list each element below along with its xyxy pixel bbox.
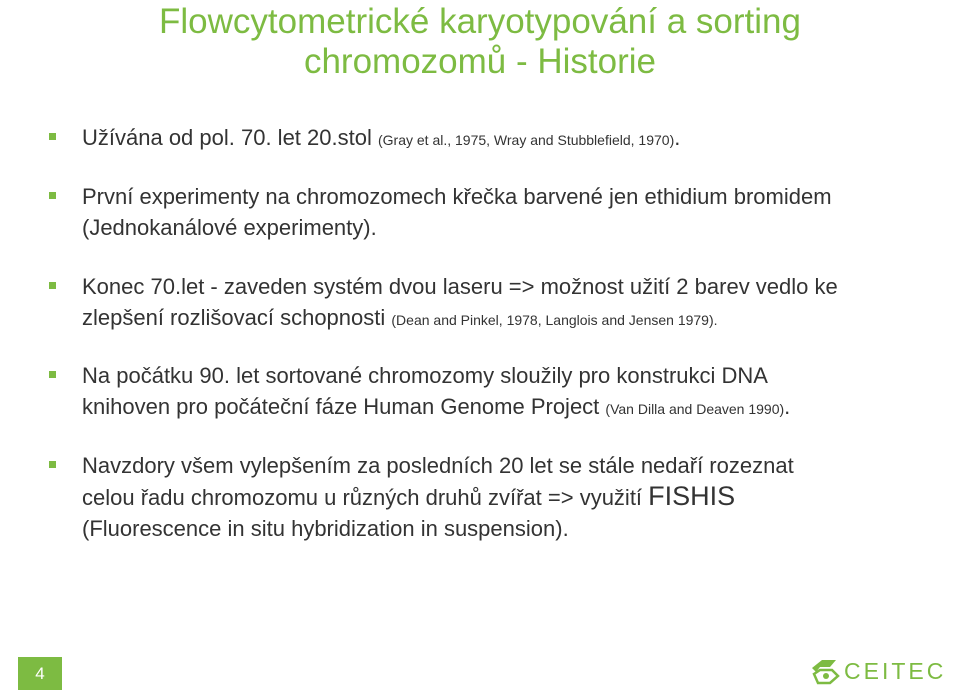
bullet-item: [82, 450, 932, 544]
bullet-marker-icon: [49, 133, 56, 140]
logo-text: CEITEC: [844, 658, 947, 684]
bullet-text: Užívána od pol. 70. let 20.stol: [82, 125, 372, 150]
bullet-item: [82, 360, 932, 425]
bullet-text: (Fluorescence in situ hybridization in suspension).: [82, 516, 569, 541]
page-number: 4: [18, 657, 62, 690]
bullet-item: [82, 271, 932, 336]
bullet-text: celou řadu chromozomu u různých druhů zvířat => využití: [82, 485, 643, 510]
bullet-text: První experimenty na chromozomech křečka barvené jen ethidium bromidem: [82, 184, 832, 209]
bullet-marker-icon: [49, 371, 56, 378]
citation: (Dean and Pinkel, 1978, Langlois and Jensen 1979).: [391, 312, 718, 328]
bullet-text: Konec 70.let - zaveden systém dvou laseru => možnost užití 2 barev vedlo ke: [82, 274, 838, 299]
slide-title: [0, 2, 960, 82]
bullet-text: knihoven pro počáteční fáze Human Genome Project: [82, 394, 600, 419]
bullet-item: [82, 181, 932, 243]
bullet-text: Na počátku 90. let sortované chromozomy sloužily pro konstrukci DNA: [82, 363, 768, 388]
bullet-item: [82, 122, 932, 156]
bullet-marker-icon: [49, 282, 56, 289]
bullet-marker-icon: [49, 461, 56, 468]
title-line-2: chromozomů - Historie: [303, 42, 657, 81]
citation: (Gray et al., 1975, Wray and Stubblefield, 1970): [377, 132, 675, 148]
ceitec-logo-icon: [808, 656, 840, 686]
bullet-text: zlepšení rozlišovací schopnosti: [82, 305, 386, 330]
bullet-text: (Jednokanálové experimenty).: [82, 215, 377, 240]
bullet-tail: .: [784, 394, 791, 419]
title-line-1: Flowcytometrické karyotypování a sorting: [159, 2, 801, 41]
emphasis-term: FISHIS: [648, 481, 736, 511]
bullet-text: Navzdory všem vylepšením za posledních 20 let se stále nedaří rozeznat: [82, 453, 794, 478]
ceitec-logo: [808, 656, 950, 686]
citation: (Van Dilla and Deaven 1990): [605, 401, 785, 417]
bullet-tail: .: [674, 125, 681, 150]
bullet-marker-icon: [49, 192, 56, 199]
